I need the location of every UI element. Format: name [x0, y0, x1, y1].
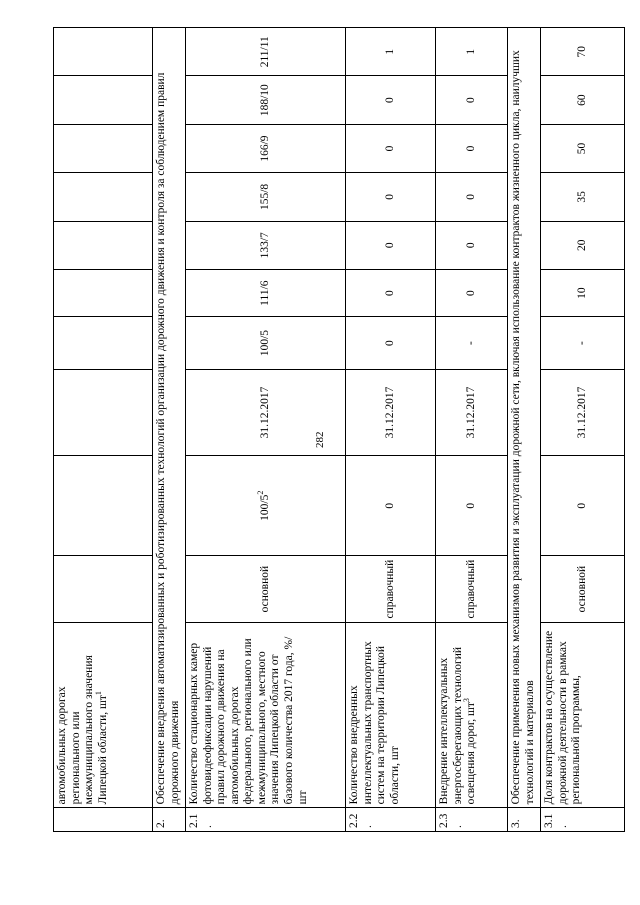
footnote-marker: 3	[462, 698, 472, 703]
base-date: 31.12.2017	[186, 369, 346, 455]
year-value: 188/10	[186, 76, 346, 124]
row-number: 2.2.	[346, 808, 436, 832]
indicator-name: автомобильных дорогах регионального или межмуниципального значения Липецкой области, $шт^1$	[54, 623, 153, 808]
indicator-name: Количество стационарных камер фотовидеофиксации нарушений правил дорожного движения на автомобильных дорогах федерального, регионального или межмуниципального, местного значения Липецкой области от базового количества 2017 года, %/шт	[186, 623, 346, 808]
section-row	[508, 28, 541, 832]
year-value: 111/6	[186, 269, 346, 316]
year-value: 35	[541, 173, 625, 221]
year-value	[54, 221, 153, 269]
year-value: 211/11	[186, 28, 346, 76]
year-value: 0	[436, 269, 508, 316]
year-value	[54, 28, 153, 76]
table-row	[541, 28, 625, 832]
year-value: 10	[541, 269, 625, 316]
year-value: -	[436, 317, 508, 370]
year-value: 0	[346, 317, 436, 370]
base-value: 0	[436, 456, 508, 556]
table-row	[54, 28, 153, 832]
section-title: Обеспечение внедрения автоматизированных и роботизированных технологий организации дорожного движения и контроля за соблюдением правил дорожного движения	[153, 28, 186, 808]
year-value	[54, 269, 153, 316]
year-value: 0	[346, 269, 436, 316]
year-value: 133/7	[186, 221, 346, 269]
year-value: 0	[436, 124, 508, 172]
base-date	[54, 369, 153, 455]
indicator-name: Внедрение интеллектуальных энергосберегающих технологий освещения дорог, $шт^3$	[436, 623, 508, 808]
year-value: 166/9	[186, 124, 346, 172]
row-number: 2.1.	[186, 808, 346, 832]
table-row	[346, 28, 436, 832]
base-value: 0	[346, 456, 436, 556]
year-value: 60	[541, 76, 625, 124]
section-row	[153, 28, 186, 832]
table-row	[436, 28, 508, 832]
base-value: $100/5^2$	[186, 456, 346, 556]
page-number: 282	[314, 431, 326, 449]
section-number: 2.	[153, 808, 186, 832]
year-value: 0	[436, 173, 508, 221]
base-value	[54, 456, 153, 556]
indicator-name: Количество внедренных интеллектуальных транспортных систем на территории Липецкой области, шт	[346, 623, 436, 808]
indicator-type: справочный	[346, 556, 436, 623]
footnote-marker: 1	[93, 691, 103, 696]
year-value: 0	[436, 221, 508, 269]
year-value: 0	[346, 76, 436, 124]
indicator-type: справочный	[436, 556, 508, 623]
year-value: 20	[541, 221, 625, 269]
footnote-marker: 2	[255, 490, 265, 495]
year-value	[54, 173, 153, 221]
indicator-type: основной	[186, 556, 346, 623]
indicator-name: Доля контрактов на осуществление дорожной деятельности в рамках региональной программы,	[541, 623, 625, 808]
year-value: 0	[346, 124, 436, 172]
row-number: 3.1.	[541, 808, 625, 832]
year-value: 0	[436, 76, 508, 124]
base-date: 31.12.2017	[346, 369, 436, 455]
row-number	[54, 808, 153, 832]
base-date: 31.12.2017	[541, 369, 625, 455]
year-value: -	[541, 317, 625, 370]
year-value	[54, 124, 153, 172]
table-row	[186, 28, 346, 832]
year-value: 70	[541, 28, 625, 76]
section-title: Обеспечение применения новых механизмов развития и эксплуатации дорожной сети, включая использование контрактов жизненного цикла, наилучших технологий и материалов	[508, 28, 541, 808]
year-value: 50	[541, 124, 625, 172]
section-number: 3.	[508, 808, 541, 832]
year-value: 155/8	[186, 173, 346, 221]
year-value: 0	[346, 173, 436, 221]
year-value: 0	[346, 221, 436, 269]
base-date: 31.12.2017	[436, 369, 508, 455]
indicator-type	[54, 556, 153, 623]
rotated-table-wrapper	[53, 27, 624, 832]
indicators-table	[53, 27, 625, 832]
year-value: 1	[346, 28, 436, 76]
indicator-type: основной	[541, 556, 625, 623]
year-value	[54, 76, 153, 124]
base-value: 0	[541, 456, 625, 556]
row-number: 2.3.	[436, 808, 508, 832]
year-value: 100/5	[186, 317, 346, 370]
year-value	[54, 317, 153, 370]
year-value: 1	[436, 28, 508, 76]
